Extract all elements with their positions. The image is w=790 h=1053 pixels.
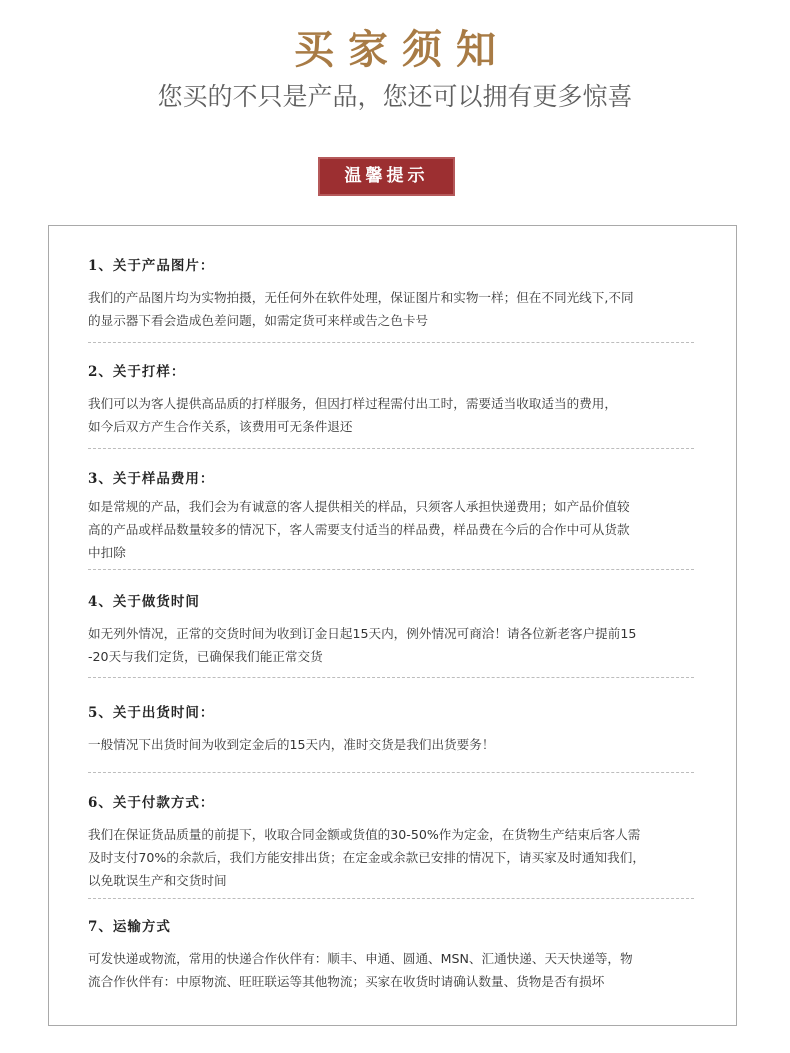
section-body: [88, 823, 694, 892]
dashed-divider: [88, 448, 694, 449]
section-text-line: 以免耽误生产和交货时间: [88, 873, 227, 888]
section-text-line: -20天与我们定货，已确保我们能正常交货: [88, 649, 323, 664]
section-text-line: 如今后双方产生合作关系，该费用可无条件退还: [88, 419, 353, 434]
section-body: [88, 733, 694, 756]
section-heading: 3、关于样品费用：: [88, 471, 215, 487]
section-text-line: 中扣除: [88, 545, 126, 560]
notice-section: [88, 793, 694, 899]
notice-badge: 温馨提示: [318, 157, 455, 196]
section-text-line: 我们可以为客人提供高品质的打样服务，但因打样过程需付出工时，需要适当收取适当的费用，: [88, 396, 617, 411]
notice-section: [88, 362, 694, 449]
section-heading: 4、关于做货时间: [88, 594, 200, 610]
section-heading: 2、关于打样：: [88, 364, 186, 380]
section-text-line: 我们的产品图片均为实物拍摄，无任何外在软件处理，保证图片和实物一样；但在不同光线下,不同: [88, 290, 634, 305]
section-heading: 1、关于产品图片：: [88, 258, 215, 274]
dashed-divider: [88, 772, 694, 773]
dashed-divider: [88, 569, 694, 570]
section-body: [88, 286, 694, 332]
section-text-line: 的显示器下看会造成色差问题，如需定货可来样或告之色卡号: [88, 313, 429, 328]
section-body: [88, 495, 694, 564]
section-body: [88, 622, 694, 668]
notice-section: [88, 592, 694, 678]
section-body: [88, 392, 694, 438]
section-text-line: 如是常规的产品，我们会为有诚意的客人提供相关的样品，只须客人承担快递费用；如产品价值较: [88, 499, 630, 514]
section-text-line: 流合作伙伴有：中原物流、旺旺联运等其他物流；买家在收货时请确认数量、货物是否有损坏: [88, 974, 605, 989]
section-text-line: 我们在保证货品质量的前提下，收取合同金额或货值的30-50%作为定金，在货物生产结束后客人需: [88, 827, 641, 842]
section-text-line: 高的产品或样品数量较多的情况下，客人需要支付适当的样品费，样品费在今后的合作中可从货款: [88, 522, 630, 537]
page-subtitle: 您买的不只是产品，您还可以拥有更多惊喜: [157, 82, 633, 111]
section-heading: 7、运输方式: [88, 919, 171, 935]
notice-section: [88, 469, 694, 570]
section-text-line: 可发快递或物流，常用的快递合作伙伴有：顺丰、申通、圆通、MSN、汇通快递、天天快递等，物: [88, 951, 633, 966]
section-heading: 6、关于付款方式：: [88, 795, 215, 811]
section-text-line: 一般情况下出货时间为收到定金后的15天内，准时交货是我们出货要务！: [88, 737, 495, 752]
section-text-line: 如无列外情况，正常的交货时间为收到订金日起15天内，例外情况可商洽！请各位新老客户提前15: [88, 626, 637, 641]
dashed-divider: [88, 898, 694, 899]
section-heading: 5、关于出货时间：: [88, 705, 215, 721]
dashed-divider: [88, 342, 694, 343]
dashed-divider: [88, 677, 694, 678]
section-text-line: 及时支付70%的余款后，我们方能安排出货；在定金或余款已安排的情况下，请买家及时通知我们，: [88, 850, 645, 865]
notice-section: [88, 703, 694, 773]
notice-section: [88, 256, 694, 343]
notice-section: [88, 917, 694, 993]
section-body: [88, 947, 694, 993]
page-title: 买家须知: [294, 26, 510, 73]
